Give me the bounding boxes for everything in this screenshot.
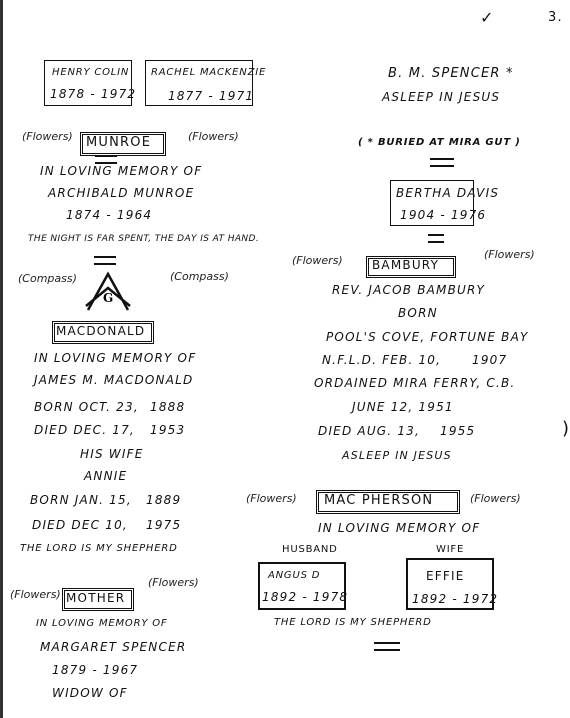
page-number: 3. (548, 10, 563, 25)
bambury-surname: BAMBURY (372, 258, 440, 272)
flowers-note: (Flowers) (148, 576, 199, 589)
macdonald-died-label: DIED DEC. 17, (34, 423, 135, 437)
spencer-line2: ASLEEP IN JESUS (382, 90, 501, 104)
husband-label: HUSBAND (282, 544, 338, 555)
wife-born-year: 1889 (146, 493, 182, 507)
henry-dates: 1878 - 1972 (50, 87, 137, 101)
bambury-line8: ASLEEP IN JESUS (342, 449, 452, 462)
husband-name: ANGUS D (268, 570, 321, 581)
munroe-surname: MUNROE (86, 135, 152, 150)
bertha-name: BERTHA DAVIS (396, 186, 500, 200)
double-underline (374, 642, 400, 651)
mother-name: MARGARET SPENCER (40, 640, 187, 654)
wife-name: EFFIE (426, 569, 465, 583)
bambury-line6: JUNE 12, 1951 (352, 400, 454, 414)
macpherson-verse: THE LORD IS MY SHEPHERD (274, 617, 432, 628)
macdonald-line1: IN LOVING MEMORY OF (34, 351, 197, 365)
munroe-dates: 1874 - 1964 (66, 208, 153, 222)
macpherson-line1: IN LOVING MEMORY OF (318, 521, 481, 535)
munroe-name: ARCHIBALD MUNROE (48, 186, 195, 200)
compass-note: (Compass) (18, 272, 77, 285)
flowers-note: (Flowers) (188, 130, 239, 143)
wife-born-label: BORN JAN. 15, (30, 493, 132, 507)
wife-died-label: DIED DEC 10, (32, 518, 128, 532)
flowers-note: (Flowers) (292, 254, 343, 267)
rachel-name: RACHEL MACKENZIE (151, 67, 267, 78)
mother-label: MOTHER (66, 591, 126, 605)
bambury-line2: BORN (398, 306, 438, 320)
flowers-note: (Flowers) (10, 588, 61, 601)
double-underline (94, 256, 116, 265)
page-edge (0, 0, 3, 718)
flowers-note: (Flowers) (246, 492, 297, 505)
flowers-note: (Flowers) (470, 492, 521, 505)
macdonald-born-year: 1888 (150, 400, 186, 414)
bambury-line7b: 1955 (440, 424, 476, 438)
his-wife-label: HIS WIFE (80, 447, 144, 461)
henry-name: HENRY COLIN (52, 67, 130, 78)
bambury-line3: POOL'S COVE, FORTUNE BAY (326, 330, 529, 344)
bambury-line4b: 1907 (472, 353, 508, 367)
svg-text:G: G (103, 291, 114, 305)
bertha-dates: 1904 - 1976 (400, 208, 487, 222)
mother-dates: 1879 - 1967 (52, 663, 139, 677)
wife-label: WIFE (436, 544, 465, 555)
mother-line4: WIDOW OF (52, 686, 128, 700)
check-mark-icon: ✓ (480, 8, 495, 27)
rachel-dates: 1877 - 1971 (168, 89, 255, 103)
bambury-line4a: N.F.L.D. FEB. 10, (322, 353, 442, 367)
spencer-name: B. M. SPENCER * (388, 66, 514, 81)
double-underline (95, 155, 117, 164)
macdonald-verse: THE LORD IS MY SHEPHERD (20, 543, 178, 554)
wife-dates: 1892 - 1972 (412, 592, 499, 606)
munroe-line1: IN LOVING MEMORY OF (40, 164, 203, 178)
munroe-verse: THE NIGHT IS FAR SPENT, THE DAY IS AT HAND. (28, 234, 260, 244)
flowers-note: (Flowers) (484, 248, 535, 261)
double-underline (430, 158, 454, 167)
macdonald-died-year: 1953 (150, 423, 186, 437)
mother-line1: IN LOVING MEMORY OF (36, 618, 168, 629)
bracket-mark: ) (562, 418, 570, 439)
macpherson-surname: MAC PHERSON (324, 493, 434, 508)
macdonald-name: JAMES M. MACDONALD (34, 373, 194, 387)
macdonald-surname: MACDONALD (56, 324, 146, 338)
double-underline (428, 234, 444, 243)
square-and-compass-icon (82, 268, 134, 314)
compass-note: (Compass) (170, 270, 229, 283)
wife-died-year: 1975 (146, 518, 182, 532)
spencer-note: ( * BURIED AT MIRA GUT ) (358, 137, 521, 148)
macdonald-born-label: BORN OCT. 23, (34, 400, 139, 414)
husband-dates: 1892 - 1978 (262, 590, 349, 604)
flowers-note: (Flowers) (22, 130, 73, 143)
wife-name: ANNIE (84, 469, 128, 483)
bambury-line1: REV. JACOB BAMBURY (332, 283, 486, 297)
bambury-line7a: DIED AUG. 13, (318, 424, 421, 438)
bambury-line5: ORDAINED MIRA FERRY, C.B. (314, 376, 516, 390)
